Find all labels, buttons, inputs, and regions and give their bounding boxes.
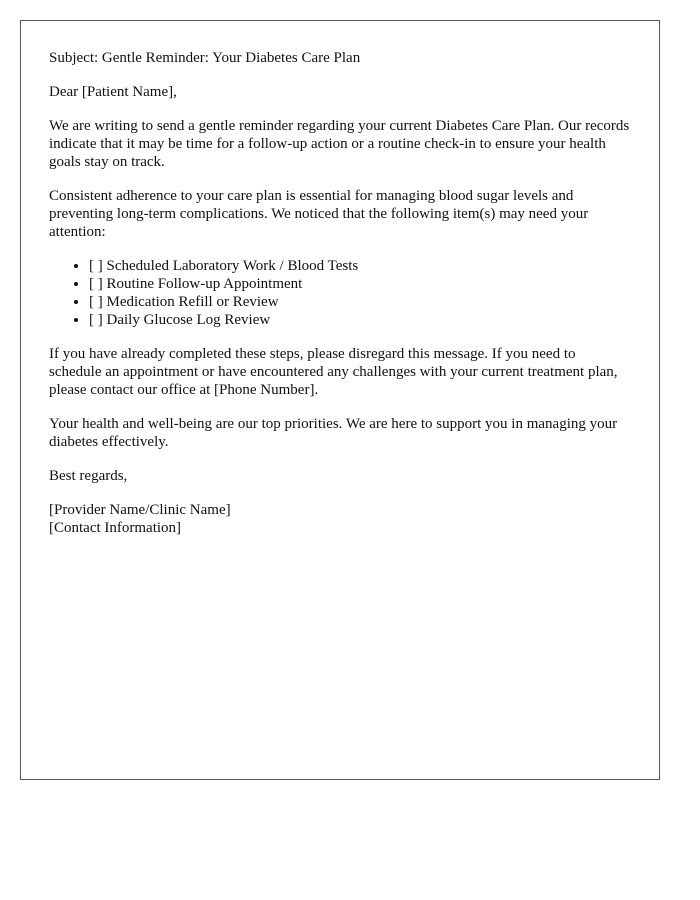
letter-paragraph-support: Your health and well-being are our top priorities. We are here to support you in managing your diabetes effectively. [49, 416, 618, 450]
letter-page [20, 20, 660, 780]
signature-contact: [Contact Information] [49, 520, 182, 536]
letter-paragraph-adherence: Consistent adherence to your care plan is essential for managing blood sugar levels and preventing long-term complications. We noticed that the following item(s) may need your attention: [49, 188, 589, 240]
checklist-item-lab-work: • [ ] Scheduled Laboratory Work / Blood Tests [89, 257, 631, 275]
letter-closing: Best regards, [49, 468, 128, 484]
checklist-item-glucose-log: • [ ] Daily Glucose Log Review [89, 311, 631, 329]
letter-greeting: Dear [Patient Name], [49, 84, 177, 100]
letter-paragraph-contact: If you have already completed these steps, please disregard this message. If you need to schedule an appointment or have encountered any challenges with your current treatment plan, please contact our office at [Phone Number]. [49, 346, 618, 398]
attention-checklist [49, 257, 631, 329]
checklist-item-follow-up: • [ ] Routine Follow-up Appointment [89, 275, 631, 293]
letter-paragraph-intro: We are writing to send a gentle reminder regarding your current Diabetes Care Plan. Our records indicate that it may be time for a follow-up action or a routine check-in to ensure your health goals stay on track. [49, 118, 630, 170]
letter-subject: Subject: Gentle Reminder: Your Diabetes Care Plan [49, 50, 361, 66]
letter-signature [49, 501, 631, 537]
signature-name: [Provider Name/Clinic Name] [49, 502, 231, 518]
checklist-item-medication: • [ ] Medication Refill or Review [89, 293, 631, 311]
